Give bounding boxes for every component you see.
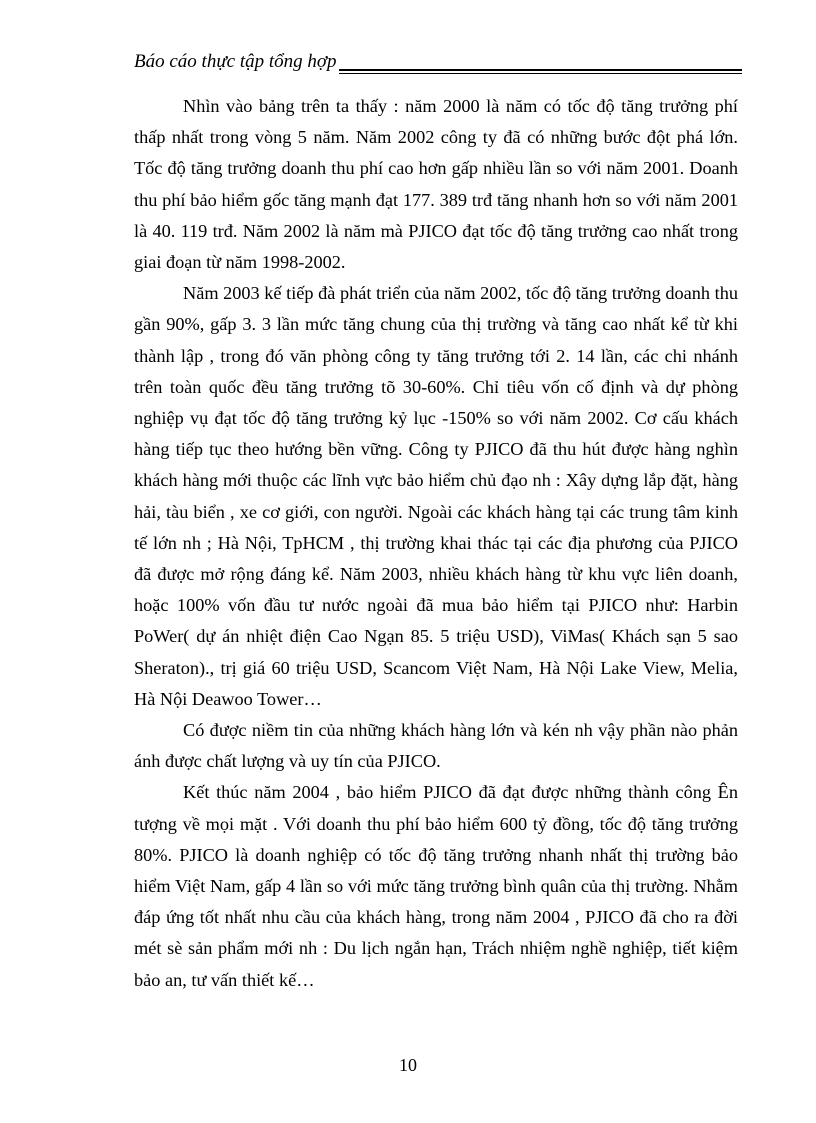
paragraph-1: Nhìn vào bảng trên ta thấy : năm 2000 là năm có tốc độ tăng trưởng phí thấp nhất trong vòng 5 năm. Năm 2002 công ty đã có những bước đột phá lớn. Tốc độ tăng trưởng doanh thu phí cao hơn gấp nhiều lần so với năm 2001. Doanh thu phí bảo hiểm gốc tăng mạnh đạt 177. 389 trđ tăng nhanh hơn so với năm 2001 là 40. 119 trđ. Năm 2002 là năm mà PJICO đạt tốc độ tăng trưởng cao nhất trong giai đoạn từ năm 1998-2002. (134, 96, 738, 273)
paragraph-3: Có được niềm tin của những khách hàng lớn và kén nh vậy phần nào phản ánh được chất lượng và uy tín của PJICO. (134, 720, 738, 772)
page-header (134, 50, 742, 74)
page-number: 10 (399, 1055, 417, 1075)
paragraph-4: Kết thúc năm 2004 , bảo hiểm PJICO đã đạt được những thành công Ên tượng về mọi mặt . Với doanh thu phí bảo hiểm 600 tỷ đồng, tốc độ tăng trưởng 80%. PJICO là doanh nghiệp có tốc độ tăng trưởng nhanh nhất thị trường bảo hiểm Việt Nam, gấp 4 lần so với mức tăng trưởng bình quân của thị trường. Nhằm đáp ứng tốt nhất nhu cầu của khách hàng, trong năm 2004 , PJICO đã cho ra đời mét sè sản phẩm mới nh : Du lịch ngắn hạn, Trách nhiệm nghề nghiệp, tiết kiệm bảo an, tư vấn thiết kế… (134, 782, 738, 990)
header-title: Báo cáo thực tập tổng hợp (134, 51, 337, 72)
body-text (134, 91, 738, 996)
paragraph-2: Năm 2003 kế tiếp đà phát triển của năm 2002, tốc độ tăng trưởng doanh thu gần 90%, gấp 3. 3 lần mức tăng chung của thị trường và tăng cao nhất kể từ khi thành lập , trong đó văn phòng công ty tăng trưởng tới 2. 14 lần, các chi nhánh trên toàn quốc đều tăng trưởng tõ 30-60%. Chỉ tiêu vốn cố định và dự phòng nghiệp vụ đạt tốc độ tăng trưởng kỷ lục -150% so với năm 2002. Cơ cấu khách hàng tiếp tục theo hướng bền vững. Công ty PJICO đã thu hút được hàng nghìn khách hàng mới thuộc các lĩnh vực bảo hiểm chủ đạo nh : Xây dựng lắp đặt, hàng hải, tàu biển , xe cơ giới, con người. Ngoài các khách hàng tại các trung tâm kinh tế lớn nh ; Hà Nội, TpHCM , thị trường khai thác tại các địa phương của PJICO đã được mở rộng đáng kể. Năm 2003, nhiều khách hàng từ khu vực liên doanh, hoặc 100% vốn đầu tư nước ngoài đã mua bảo hiểm tại PJICO như: Harbin PoWer( dự án nhiệt điện Cao Ngạn 85. 5 triệu USD), ViMas( Khách sạn 5 sao Sheraton)., trị giá 60 triệu USD, Scancom Việt Nam, Hà Nội Lake View, Melia, Hà Nội Deawoo Tower… (134, 283, 738, 709)
